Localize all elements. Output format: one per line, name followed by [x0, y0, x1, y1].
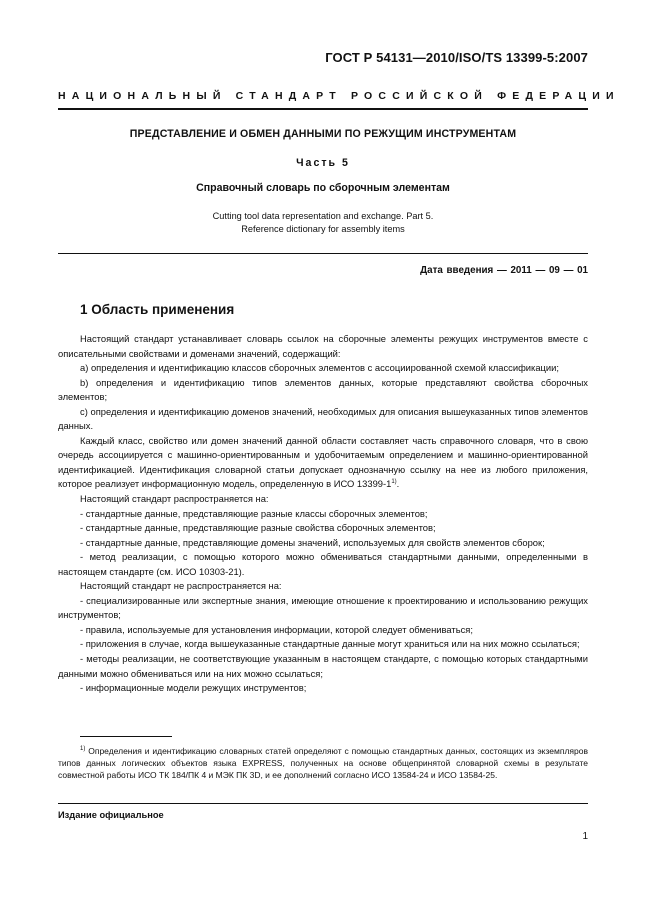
- list-item: a) определения и идентификацию классов сборочных элементов с ассоциированной схемой классификации;: [80, 362, 560, 374]
- list-item: - приложения в случае, когда вышеуказанные стандартные данные могут храниться или на них можно ссылаться;: [80, 638, 580, 650]
- section-body: [58, 332, 588, 696]
- paragraph: Настоящий стандарт устанавливает словарь ссылок на сборочные элементы режущих инструментов вместе с описательными свойствами и доменами значений, содержащий:: [58, 333, 588, 359]
- list-item: c) определения и идентификацию доменов значений, необходимых для описания вышеуказанных типов элементов данных.: [58, 405, 588, 432]
- footnote-reference[interactable]: 1): [391, 479, 397, 486]
- footnote: [58, 745, 588, 782]
- english-title-line-1: Cutting tool data representation and exchange. Part 5.: [212, 211, 434, 221]
- edition-label: Издание официальное: [58, 810, 164, 820]
- list-item: b) определения и идентификацию типов элементов данных, которые представляют свойства сборочных элементов;: [58, 376, 588, 403]
- page-number: 1: [582, 831, 588, 842]
- english-title: [58, 210, 588, 235]
- list-item: - стандартные данные, представляющие домены значений, используемых для свойств элементов сборок;: [80, 536, 545, 548]
- paragraph: Настоящий стандарт не распространяется на:: [80, 580, 282, 592]
- list-item: - правила, используемые для установления информации, которой следует обмениваться;: [80, 623, 473, 635]
- footnote-body: Определения и идентификацию словарных статей определяют с помощью стандартных данных, состоящих из экземпляров типов данных логических объектов языка EXPRESS, полученных на основе общепринятой словарной схемы в результате совместной работы ИСО ТК 184/ПК 4 и МЭК ПК 3D, и ее дополнений согласно ИСО 13584-24 и ИСО 13584-25.: [58, 746, 588, 781]
- introduction-date: Дата введения — 2011 — 09 — 01: [420, 265, 588, 276]
- title-rule: [58, 253, 588, 254]
- paragraph: Настоящий стандарт распространяется на:: [80, 493, 269, 505]
- document-id: ГОСТ Р 54131—2010/ISO/TS 13399-5:2007: [325, 50, 588, 65]
- list-item: - стандартные данные, представляющие разные свойства сборочных элементов;: [80, 522, 436, 534]
- footnote-text: [58, 745, 588, 782]
- footer-rule: [58, 803, 588, 804]
- list-item: - информационные модели режущих инструментов;: [80, 682, 307, 694]
- national-standard-banner: НАЦИОНАЛЬНЫЙ СТАНДАРТ РОССИЙСКОЙ ФЕДЕРАЦИИ: [58, 90, 620, 102]
- list-item: - специализированные или экспертные знания, имеющие отношение к проектированию и использованию режущих инструментов;: [58, 594, 588, 621]
- paragraph-end: .: [396, 478, 400, 490]
- list-item: - метод реализации, с помощью которого можно обмениваться стандартными данными, определенными в настоящем стандарте (см. ИСО 10303-21).: [58, 551, 588, 577]
- header-rule: [58, 108, 588, 110]
- paragraph-text: Каждый класс, свойство или домен значений данной области составляет часть справочного словаря, что в свою очередь ассоциируется с машинно-ориентированным и удобочитаемым определением и машинно-ориентированной идентификацией. Идентификация словарной статьи допускает однозначную ссылку на нее из любого приложения, которое реализует информационную модель, определенную в ИСО 13399-1: [58, 434, 588, 490]
- part-label: Часть 5: [296, 157, 350, 169]
- paragraph: [58, 434, 588, 492]
- list-item: - стандартные данные, представляющие разные классы сборочных элементов;: [80, 507, 428, 519]
- list-item: - методы реализации, не соответствующие указанным в настоящем стандарте, с помощью которых стандартными данными можно обмениваться или на них можно ссылаться;: [58, 653, 588, 679]
- section-heading: 1 Область применения: [80, 302, 235, 317]
- standard-subtitle: Справочный словарь по сборочным элементам: [196, 182, 450, 194]
- footnote-marker: 1): [80, 746, 86, 752]
- standard-title: ПРЕДСТАВЛЕНИЕ И ОБМЕН ДАННЫМИ ПО РЕЖУЩИМ ИНСТРУМЕНТАМ: [129, 128, 517, 140]
- footnote-separator: [80, 736, 172, 737]
- english-title-line-2: Reference dictionary for assembly items: [241, 223, 405, 234]
